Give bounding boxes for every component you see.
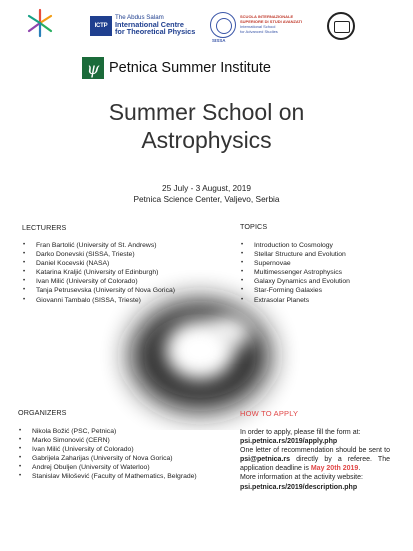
list-item: • Ivan Milić (University of Colorado) — [18, 445, 197, 454]
sissa-line4: for Advanced Studies — [240, 29, 278, 34]
list-item: • Fran Bartolić (University of St. Andrews) — [22, 241, 175, 250]
organizers-list — [18, 427, 197, 482]
page-title — [0, 98, 413, 154]
list-item: • Extrasolar Planets — [240, 296, 350, 305]
list-item: • Gabrijela Zaharijas (University of Nova Gorica) — [18, 454, 197, 463]
apply-more-text: More information at the activity website: — [240, 474, 363, 482]
list-item: • Daniel Kocevski (NASA) — [22, 259, 175, 268]
sissa-abbr: SISSA — [212, 38, 226, 43]
list-item: • Tanja Petrusevska (University of Nova Gorica) — [22, 286, 175, 295]
starburst-logo-icon — [26, 8, 54, 38]
list-item: • Stanislav Milošević (Faculty of Mathematics, Belgrade) — [18, 472, 197, 481]
lecturers-heading: LECTURERS — [22, 223, 67, 232]
apply-intro: In order to apply, please fill the form at: — [240, 429, 361, 436]
apply-info-link[interactable]: psi.petnica.rs/2019/description.php — [240, 483, 358, 491]
ictp-abbr: ICTP — [90, 16, 112, 36]
apply-heading: HOW TO APPLY — [240, 409, 299, 418]
list-item: • Supernovae — [240, 259, 350, 268]
list-item: • Nikola Božić (PSC, Petnica) — [18, 427, 197, 436]
title-line-1: Summer School on — [108, 99, 305, 125]
title-line-2: Astrophysics — [141, 127, 272, 153]
list-item: • Introduction to Cosmology — [240, 241, 350, 250]
sissa-logo — [210, 10, 302, 44]
list-item: • Ivan Milić (University of Colorado) — [22, 277, 175, 286]
event-dates: 25 July - 3 August, 2019 — [161, 183, 252, 193]
event-venue: Petnica Science Center, Valjevo, Serbia — [133, 194, 280, 204]
sissa-line1: SCUOLA INTERNAZIONALE — [240, 14, 294, 19]
lecturers-list — [22, 241, 175, 305]
ictp-line2: International Centre — [115, 20, 184, 29]
psi-logo-icon: ψ — [82, 57, 104, 79]
list-item: • Darko Donevski (SISSA, Trieste) — [22, 250, 175, 259]
list-item: • Katarina Kraljić (University of Edinburgh) — [22, 268, 175, 277]
apply-rec-text-1: One letter of recommendation should be sent to — [240, 447, 390, 455]
ictp-logo — [90, 14, 200, 40]
event-info — [0, 183, 413, 205]
sissa-line3: International School — [240, 24, 276, 29]
book-seal-logo-icon — [327, 12, 355, 40]
list-item: • Stellar Structure and Evolution — [240, 250, 350, 259]
institute-name: Petnica Summer Institute — [109, 60, 271, 76]
sissa-line2: SUPERIORE DI STUDI AVANZATI — [240, 19, 303, 24]
list-item: • Marko Simonović (CERN) — [18, 436, 197, 445]
apply-form-link[interactable]: psi.petnica.rs/2019/apply.php — [240, 438, 338, 446]
apply-rec-text-2: directly by a referee. The application deadline is — [240, 456, 390, 473]
logo-row — [0, 8, 413, 44]
ictp-line1: The Abdus Salam — [115, 14, 164, 21]
list-item: • Star-Forming Galaxies — [240, 286, 350, 295]
institute-header — [82, 55, 271, 81]
list-item: • Galaxy Dynamics and Evolution — [240, 277, 350, 286]
apply-deadline: May 20th 2019 — [310, 465, 359, 473]
ictp-line3: for Theoretical Physics — [115, 27, 196, 36]
list-item: • Andrej Obuljen (University of Waterloo) — [18, 463, 197, 472]
topics-heading: TOPICS — [240, 222, 268, 231]
apply-body: In order to apply, please fill the form at: psi.petnica.rs/2019/apply.php One letter of recommendation should be sent to psi@petnica.rs directly by a referee. The application deadline is May 20th 2019. More information at the activity website: psi.petnica.rs/2019/description.php — [240, 429, 390, 491]
list-item: • Giovanni Tambalo (SISSA, Trieste) — [22, 296, 175, 305]
apply-email-link[interactable]: psi@petnica.rs — [240, 456, 291, 464]
sissa-emblem-icon — [210, 12, 236, 38]
organizers-heading: ORGANIZERS — [18, 408, 67, 417]
list-item: • Multimessenger Astrophysics — [240, 268, 350, 277]
topics-list — [240, 241, 350, 305]
